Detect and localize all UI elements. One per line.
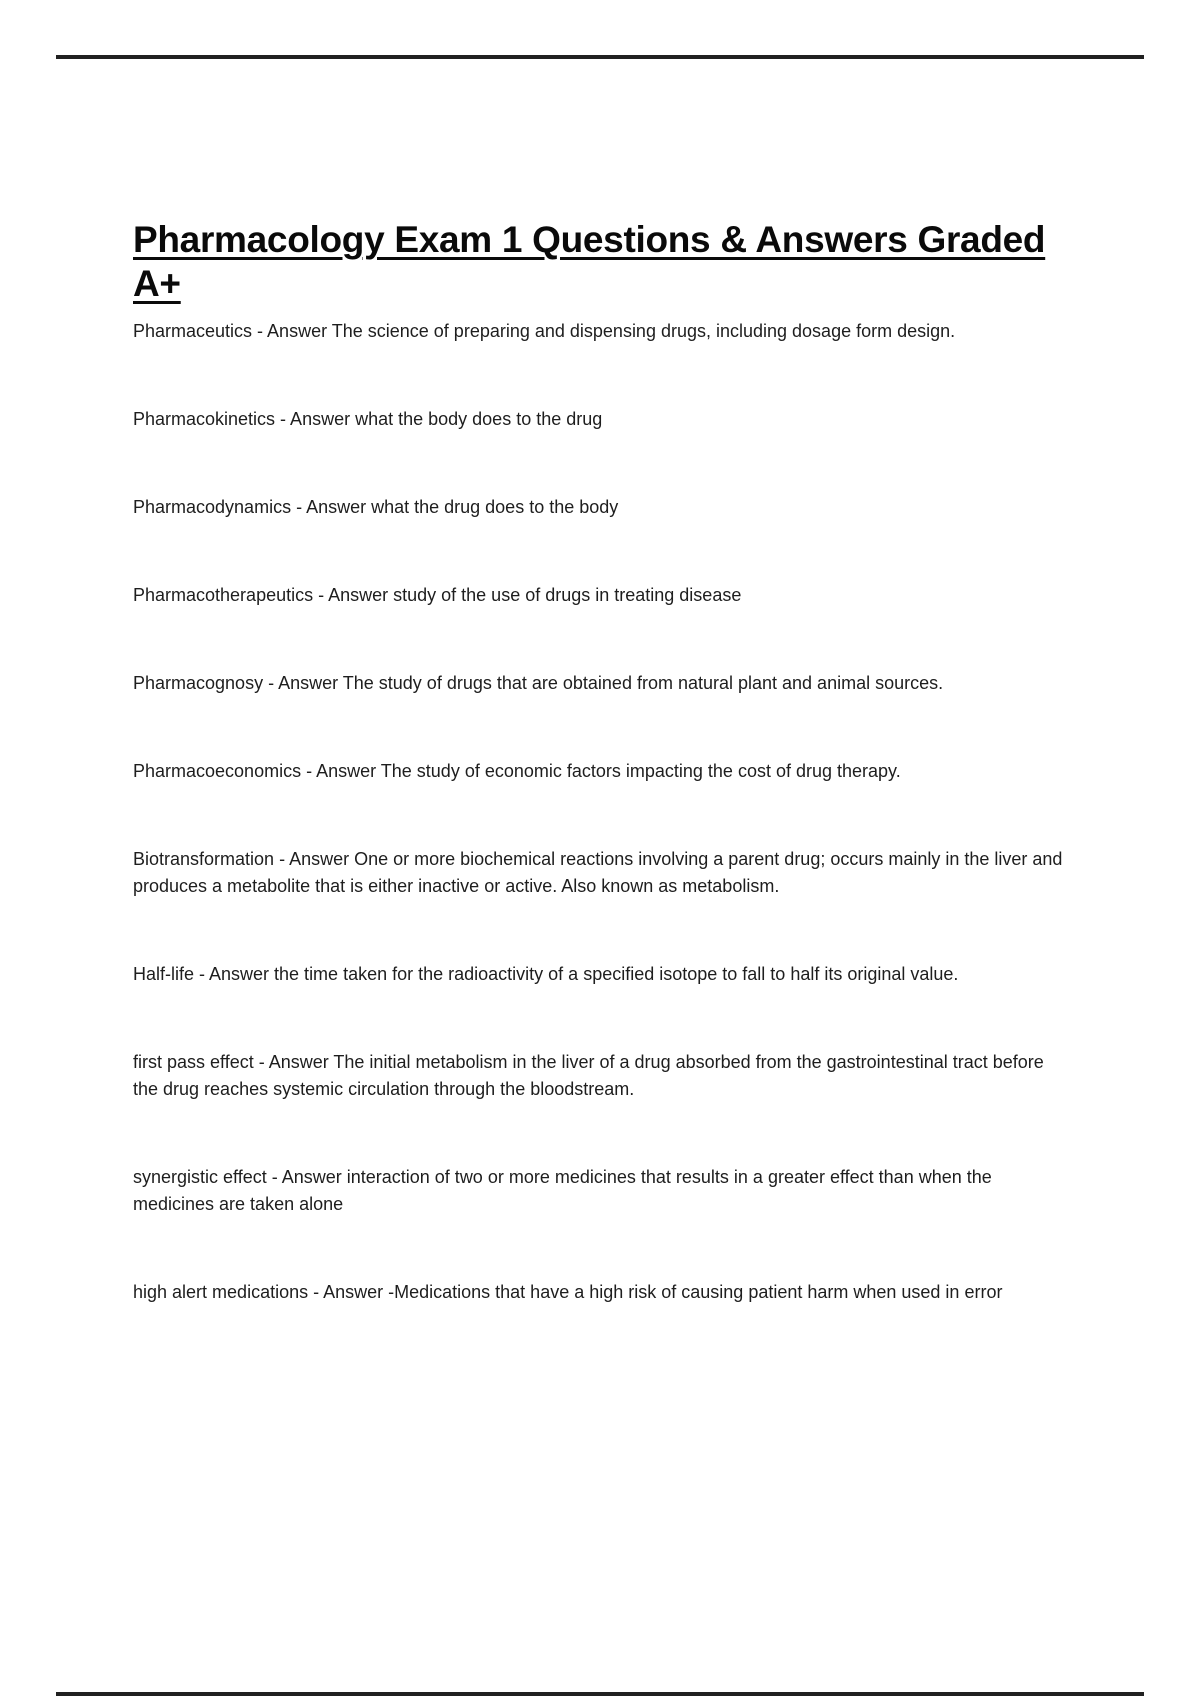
qa-item: Pharmacodynamics - Answer what the drug does to the body <box>133 497 619 517</box>
qa-item: Pharmacognosy - Answer The study of drugs that are obtained from natural plant and animal sources. <box>133 673 944 693</box>
qa-item: Pharmaceutics - Answer The science of preparing and dispensing drugs, including dosage form design. <box>133 321 956 341</box>
qa-item: high alert medications - Answer -Medications that have a high risk of causing patient harm when used in error <box>133 1282 1003 1302</box>
page-title: Pharmacology Exam 1 Questions & Answers Graded A+ <box>133 219 1046 304</box>
qa-item: Pharmacotherapeutics - Answer study of the use of drugs in treating disease <box>133 585 742 605</box>
qa-item: Pharmacokinetics - Answer what the body does to the drug <box>133 409 603 429</box>
top-border-line <box>56 55 1144 59</box>
document-content <box>133 218 1068 1367</box>
qa-item: synergistic effect - Answer interaction of two or more medicines that results in a greater effect than when the medicines are taken alone <box>133 1167 992 1214</box>
qa-item: Half-life - Answer the time taken for the radioactivity of a specified isotope to fall to half its original value. <box>133 964 959 984</box>
qa-item: first pass effect - Answer The initial metabolism in the liver of a drug absorbed from the gastrointestinal tract before the drug reaches systemic circulation through the bloodstream. <box>133 1052 1044 1099</box>
qa-item: Biotransformation - Answer One or more biochemical reactions involving a parent drug; occurs mainly in the liver and produces a metabolite that is either inactive or active. Also known as metabolism. <box>133 849 1063 896</box>
bottom-border-line <box>56 1692 1144 1696</box>
qa-item: Pharmacoeconomics - Answer The study of economic factors impacting the cost of drug therapy. <box>133 761 901 781</box>
